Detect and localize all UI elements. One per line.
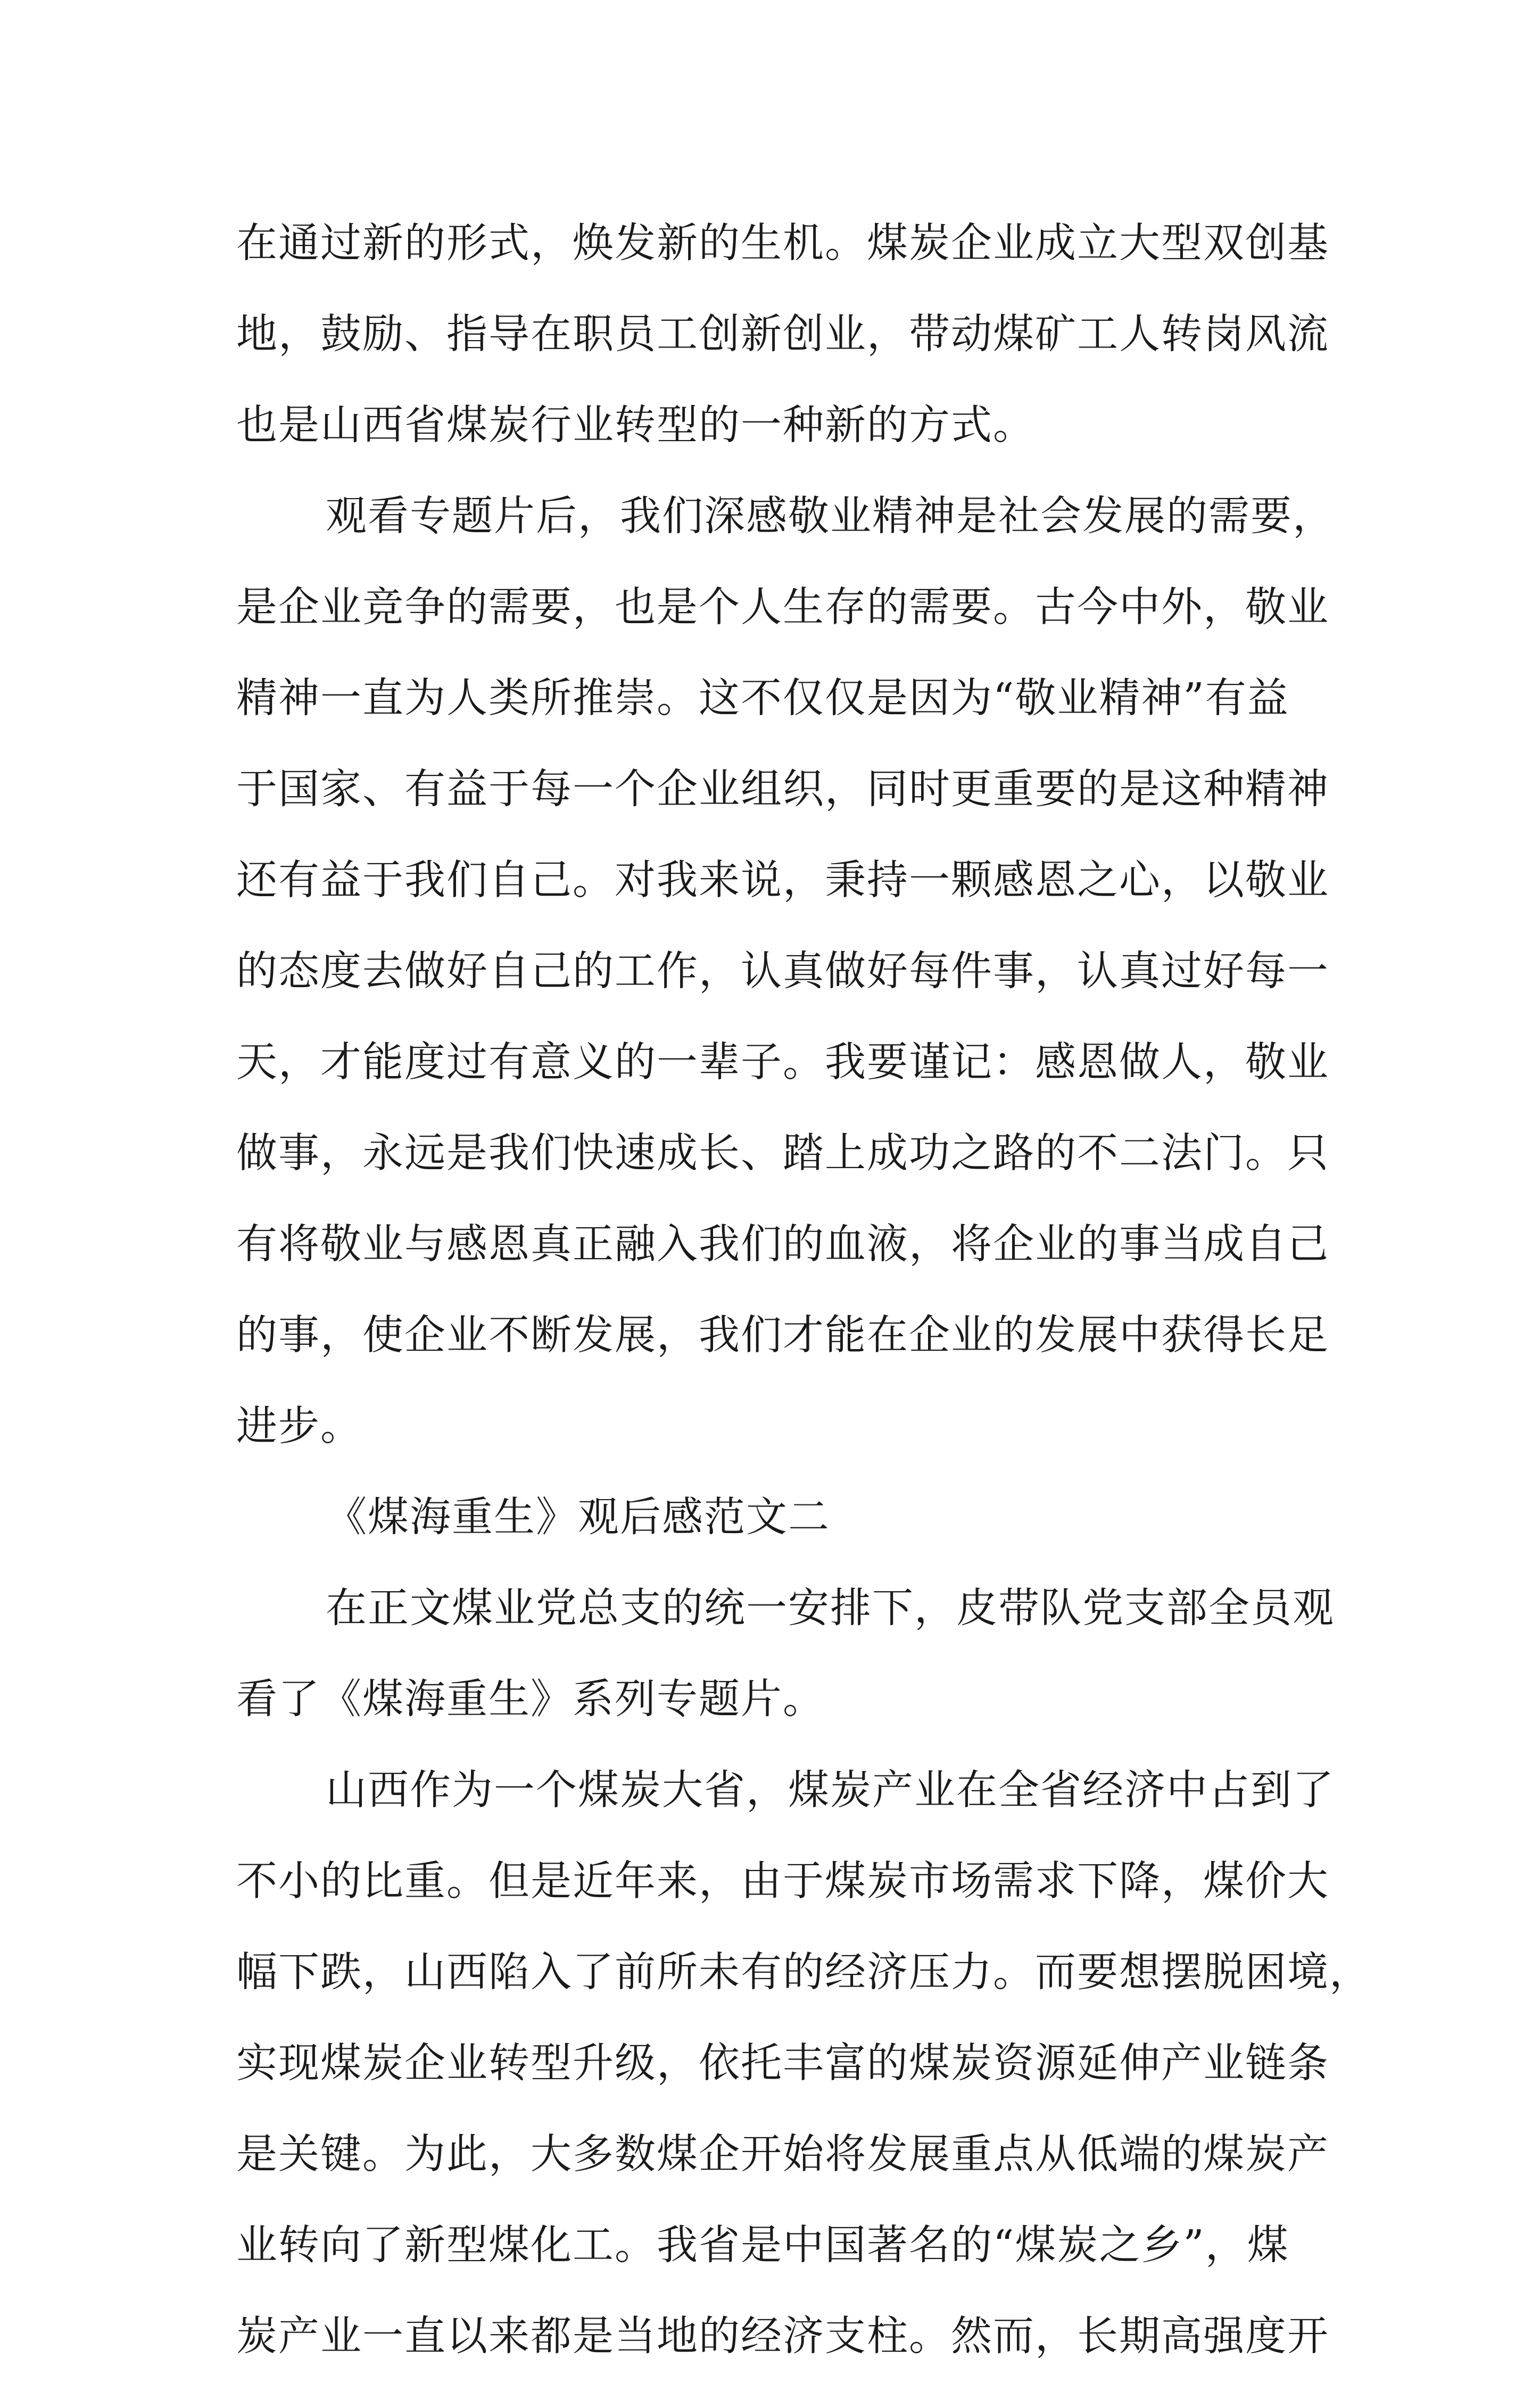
text-line: 也是山西省煤炭行业转型的一种新的方式。: [236, 402, 1035, 449]
text-line: 做事，永远是我们快速成长、踏上成功之路的不二法门。只: [236, 1130, 1329, 1177]
text-line: 天，才能度过有意义的一辈子。我要谨记：感恩做人，敬业: [236, 1039, 1329, 1086]
text-line: 于国家、有益于每一个企业组织，同时更重要的是这种精神: [236, 766, 1329, 813]
text-line: 在正文煤业党总支的统一安排下，皮带队党支部全员观: [326, 1585, 1335, 1632]
text-line: 实现煤炭企业转型升级，依托丰富的煤炭资源延伸产业链条: [236, 2040, 1329, 2087]
text-line: 炭产业一直以来都是当地的经济支柱。然而，长期高强度开: [236, 2313, 1329, 2360]
text-line: 业转向了新型煤化工。我省是中国著名的“煤炭之乡”，煤: [236, 2222, 1289, 2269]
text-line: 观看专题片后，我们深感敬业精神是社会发展的需要，: [326, 493, 1335, 540]
text-line: 有将敬业与感恩真正融入我们的血液，将企业的事当成自己: [236, 1221, 1329, 1268]
text-line: 山西作为一个煤炭大省，煤炭产业在全省经济中占到了: [326, 1767, 1335, 1814]
document-body: [236, 198, 1371, 2382]
text-line: 看了《煤海重生》系列专题片。: [236, 1676, 825, 1723]
text-line: 的态度去做好自己的工作，认真做好每件事，认真过好每一: [236, 948, 1329, 995]
section-heading: 《煤海重生》观后感范文二: [326, 1494, 830, 1541]
text-line: 在通过新的形式，焕发新的生机。煤炭企业成立大型双创基: [236, 220, 1329, 267]
text-line: 精神一直为人类所推崇。这不仅仅是因为“敬业精神”有益: [236, 675, 1289, 722]
text-line: 幅下跌，山西陷入了前所未有的经济压力。而要想摆脱困境，: [236, 1949, 1371, 1996]
text-line: 是企业竞争的需要，也是个人生存的需要。古今中外，敬业: [236, 584, 1329, 631]
text-line: 的事，使企业不断发展，我们才能在企业的发展中获得长足: [236, 1312, 1329, 1359]
text-line: 还有益于我们自己。对我来说，秉持一颗感恩之心，以敬业: [236, 857, 1329, 904]
text-line: 地，鼓励、指导在职员工创新创业，带动煤矿工人转岗风流: [236, 311, 1329, 358]
text-line: 不小的比重。但是近年来，由于煤炭市场需求下降，煤价大: [236, 1858, 1329, 1905]
text-line: 进步。: [236, 1403, 362, 1450]
text-line: 是关键。为此，大多数煤企开始将发展重点从低端的煤炭产: [236, 2131, 1329, 2178]
